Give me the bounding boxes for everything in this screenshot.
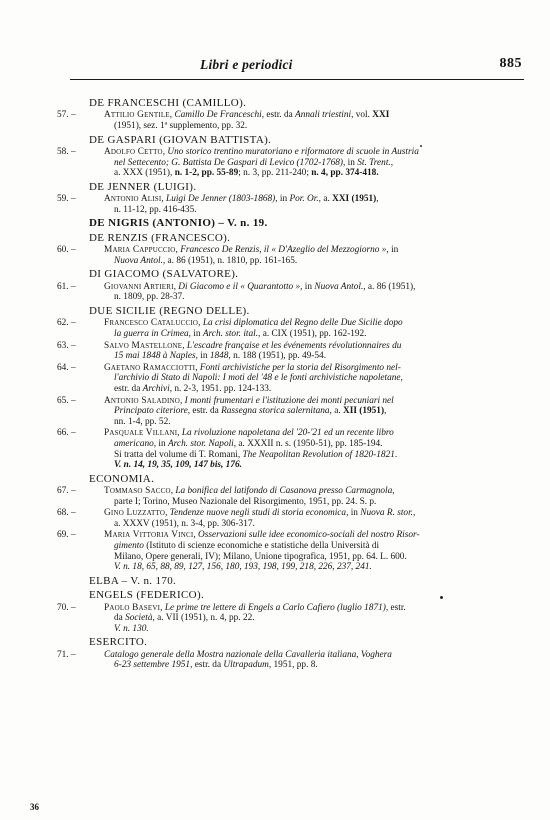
entry-text: Tommaso Sacco [104,486,171,497]
entry-text: , [160,602,165,613]
entry-line [104,541,519,552]
entry-text: Milano, Opere generali, IV); Milano, Unione tipografica, 1951, pp. 64. L. 600. [114,551,407,562]
entry-text: Rassegna storica salernitana [221,406,330,417]
entry-line [104,205,519,216]
entry-text: (Istituto di scienze economiche e statistiche della Università di [143,541,380,552]
entry-line [104,417,519,428]
entry-text: , estr. da [190,660,224,671]
entry-number: 71. – [57,649,76,660]
entry-text: Maria Cappuccio [104,245,176,256]
entry-line [104,363,519,374]
entry-line [104,519,519,530]
entry-text: , estr. [385,602,406,613]
entry-text: , [412,508,416,519]
entry-text: V. n. 14, 19, 35, 109, 147 bis, 176. [114,460,242,471]
entry-text: , a. CIX (1951), pp. 162-192. [258,328,367,339]
entry-text: , estr. da [187,406,222,417]
entry-text: , [384,406,387,417]
entry-text: Francesco De Renzis, il « D'Azeglio del Mezzogiorno » [180,245,387,256]
entry-text: Arch. stor. Napoli [167,438,234,449]
entry-text: Por. Or. [289,194,319,205]
entry-number: 62. – [57,318,76,329]
entry-text: , [161,194,167,205]
entry-line [104,121,519,132]
entry-text: , [390,157,394,168]
entry-text: XII (1951) [342,406,385,417]
entry-line [104,486,519,497]
entry-text: Antonio Saladino [104,395,180,406]
entry-line [104,168,519,179]
bibliography-entry [57,650,519,671]
entry-text: Di Giacomo e il « Quarantotto » [178,281,301,292]
bibliography-entry [57,245,519,266]
entry-line [104,624,519,635]
entry-line [104,406,519,417]
entry-text: 1848 [209,351,229,362]
entry-text: Le prime tre lettere di Engels a Carlo Cafiero (luglio 1871) [164,602,386,613]
entry-text: , [195,362,200,373]
entry-text: Ultrapadum [223,660,269,671]
entry-line [104,603,519,614]
entry-line [104,292,519,303]
entry-text: Nuova Antol. [114,255,163,266]
entry-text: Si tratta del volume di T. Romani, [114,449,243,460]
entry-number: 70. – [57,602,76,613]
entry-text: Camillo De Franceschi [174,110,262,121]
bibliography-entry [57,428,519,470]
entry-number: 63. – [57,340,76,351]
bibliography-entry [57,396,519,428]
entry-text: n. 1809, pp. 28-37. [114,292,185,303]
entry-number: 65. – [57,395,76,406]
entry-text: , in [300,281,315,292]
entry-number: 57. – [57,110,76,121]
bibliography-entry [57,363,519,395]
entry-text: Adolfo Cetto [104,147,163,157]
entry-text: , in [188,328,203,339]
entry-line [104,530,519,541]
entry-text: Società [125,613,153,624]
entry-text: Luigi De Jenner (1803-1868) [166,194,276,205]
entry-line [104,508,519,519]
entry-text: , [400,373,403,384]
entry-text: , n. 2-3, 1951. pp. 124-133. [169,383,272,394]
entry-text: da [114,613,126,624]
entry-text: , a. XXXII n. s. (1950-51), pp. 185-194. [233,438,383,449]
entry-text: , [376,194,379,205]
entry-text: , in [195,351,210,362]
entry-text: La rivoluzione napoletana del '20-'21 ed un recente libro [181,428,394,439]
footer-mark: 36 [30,802,39,812]
entry-text: The Neapolitan Revolution of 1820-1821 [242,449,395,460]
entry-text: , a. VII (1951), n. 4, pp. 22. [152,613,255,624]
entry-text: , a. 86 (1951), [363,281,416,292]
entry-text: , [392,486,395,497]
entry-number: 68. – [57,508,76,519]
running-head: Libri e periodici [200,57,293,72]
entry-line [104,318,519,329]
entry-text: V. n. 130. [114,623,149,634]
entry-line [104,341,519,352]
entry-line [104,256,519,267]
entry-text: Archivi [142,383,170,394]
entry-line [104,460,519,471]
entry-line [104,147,519,158]
entry-text: Fonti archivistiche per la storia del Risorgimento nel- [199,362,401,373]
entry-text: la guerra in Crimea [114,328,189,339]
entry-line [104,497,519,508]
entry-line [104,245,519,256]
section-heading: DUE SICILIE (REGNO DELLE). [89,304,250,317]
entry-text: l'archivio di Stato di Napoli: I moti del '48 e le fonti archivistiche napoletane [114,373,401,384]
page-number: 885 [499,56,522,71]
entry-number: 59. – [57,194,76,205]
entry-text: Giovanni Artieri [104,281,174,292]
bibliography-entry [57,603,519,635]
entry-text: nn. 1-4, pp. 52. [114,416,171,427]
bibliography-entry [57,194,519,215]
entry-text: estr. da [114,383,143,394]
entry-text: , [162,147,168,157]
section-heading: ENGELS (FEDERICO). [89,589,205,602]
section-heading: ECONOMIA. [89,472,155,485]
bibliography-entry [57,318,519,339]
entry-text: , a. [318,194,333,205]
entry-text: Antonio Alisi [104,194,162,205]
bibliography-entry [57,341,519,362]
entry-text: , a. [329,406,343,417]
entry-text: nel Settecento; G. Battista De Gaspari di Levico (1702-1768) [114,157,344,168]
entry-text: Uno storico trentino muratoriano e riformatore di scuole in Austria [167,147,419,157]
entry-text: Annali triestini [295,110,352,121]
entry-text: , in [386,245,399,256]
entry-text: XXI (1951) [332,194,377,205]
entry-text: , [169,110,175,121]
entry-text: Paolo Basevi [104,602,161,613]
section-heading: DI GIACOMO (SALVATORE). [89,268,239,281]
entry-number: 66. – [57,428,76,439]
entry-text: , [177,428,182,439]
entry-text: Gino Luzzatto [104,508,166,519]
entry-text: , [175,245,181,256]
entry-text: , in [346,508,361,519]
entry-text: ; n. 3, pp. 211-240; [238,168,312,179]
entry-text: , [193,530,199,541]
header-rule [70,79,524,80]
section-heading: ELBA – V. n. 170. [89,574,177,587]
bibliography-entry [57,282,519,303]
entry-line [104,384,519,395]
entry-line [104,158,519,169]
bibliography-entry [57,147,519,179]
entry-line [104,282,519,293]
entry-text: V. n. 18, 65, 88, 89, 127, 156, 180, 193, 198, 199, 218, 226, 237, 241. [114,562,372,573]
bibliography-entry [57,508,519,529]
entry-text: , 1951, pp. 8. [268,660,318,671]
bibliography-entry [57,486,519,507]
entry-text: Gaetano Ramacciotti [104,362,196,373]
entry-text: , [165,508,170,519]
entry-line [104,562,519,573]
entry-text: , n. 188 (1951), pp. 49-54. [228,351,327,362]
entry-line [104,110,519,121]
entry-line [104,439,519,450]
entry-text: La bonifica del latifondo di Casanova presso Carmagnola [175,486,393,497]
entry-line [104,396,519,407]
entry-line [104,650,519,661]
scan-speck [440,596,443,599]
entry-text: , a. 86 (1951), n. 1810, pp. 161-165. [162,255,298,266]
entry-text: , estr. da [261,110,296,121]
entry-number: 58. – [57,147,76,157]
entry-text: a. XXXV (1951), n. 3-4, pp. 306-317. [114,518,255,529]
entry-text: n. 11-12, pp. 416-435. [114,204,197,215]
entry-text: St. Trent. [357,157,391,168]
entry-text: , in [343,157,358,168]
entry-text: Catalogo generale della Mostra nazionale della Cavalleria italiana, Voghera [104,649,392,660]
entry-text: Francesco Cataluccio [104,318,199,329]
bibliography-entry [57,530,519,572]
scan-speck [420,145,422,147]
entry-line [104,194,519,205]
entry-line [104,428,519,439]
entry-text: (1951), sez. 1ª supplemento, pp. 32. [114,121,248,131]
entry-text: Pasquale Villani [104,428,178,439]
entry-line [104,613,519,624]
entry-text: Attilio Gentile [104,110,170,121]
entry-text: XXI [372,110,390,121]
entry-text: L'escadre française et les événements révolutionnaires du [186,340,402,351]
entry-text: Salvo Mastellone [104,340,183,351]
section-heading: DE NIGRIS (ANTONIO) – V. n. 19. [89,217,268,230]
entry-line [104,552,519,563]
entry-text: , in [275,194,290,205]
entry-text: , [182,340,187,351]
entry-text: . [394,449,398,460]
entry-line [104,660,519,671]
entry-number: 64. – [57,362,76,373]
entry-text: parte I; Torino, Museo Nazionale del Risorgimento, 1951, pp. 24. S. p. [114,496,377,507]
entry-text: , vol. [351,110,373,121]
entry-text: Osservazioni sulle idee economico-sociali del nostro Risor- [198,530,420,541]
bibliography-list [57,95,519,672]
section-heading: DE FRANCESCHI (CAMILLO). [89,97,247,109]
section-heading: DE RENZIS (FRANCESCO). [89,231,231,244]
section-heading: DE GASPARI (GIOVAN BATTISTA). [89,133,272,146]
entry-number: 67. – [57,486,76,497]
entry-text: Tendenze nuove negli studi di storia economica [169,508,347,519]
entry-text: 15 mai 1848 à Naples [114,351,196,362]
entry-text: americano [114,438,154,449]
entry-text: 6-23 settembre 1951 [114,660,191,671]
entry-text: gimento [114,541,144,552]
entry-text: Maria Vittoria Vinci [104,530,194,541]
entry-number: 69. – [57,530,76,541]
entry-text: Nuova R. stor. [360,508,413,519]
entry-text: Principato citeriore [114,406,188,417]
bibliography-entry [57,110,519,131]
entry-line [104,351,519,362]
entry-text: n. 1-2, pp. 55-89 [174,168,239,179]
entry-text: , in [153,438,168,449]
entry-line [104,329,519,340]
entry-text: a. XXX (1951), [114,168,175,179]
entry-text: Arch. stor. ital. [202,328,259,339]
entry-line [104,373,519,384]
entry-text: I monti frumentari e l'istituzione dei monti pecuniari nel [184,395,394,406]
entry-text: La crisi diplomatica del Regno delle Due Sicilie dopo [202,318,403,329]
entry-text: , [170,486,176,497]
entry-text: , [180,395,185,406]
section-heading: ESERCITO. [89,636,148,649]
entry-number: 60. – [57,245,76,256]
section-heading: DE JENNER (LUIGI). [89,180,197,193]
entry-number: 61. – [57,281,76,292]
entry-text: n. 4, pp. 374-418. [311,168,379,179]
entry-text: , [198,318,203,329]
entry-text: , [173,281,179,292]
entry-line [104,450,519,461]
entry-text: Nuova Antol. [314,281,364,292]
